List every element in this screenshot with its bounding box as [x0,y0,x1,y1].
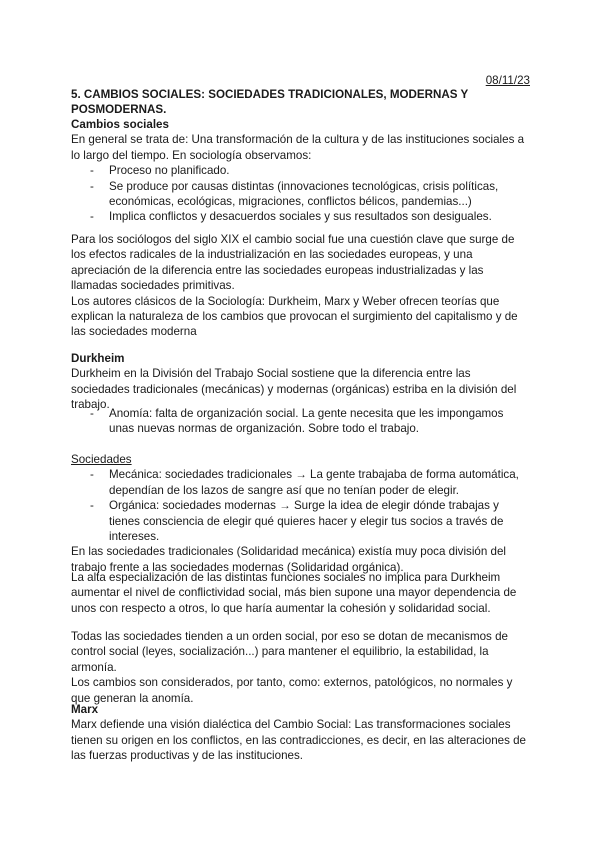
section-marx [71,702,531,764]
paragraph: Marx defiende una visión dialéctica del Cambio Social: Las transformaciones sociales tienen su origen en los conflictos, en las contradicciones, es decir, en las alteraciones de las fuerzas productivas y de las instituciones. [71,718,526,763]
paragraph-block [71,629,531,706]
paragraph: Los autores clásicos de la Sociología: Durkheim, Marx y Weber ofrecen teorías que explican la naturaleza de los cambios que provocan el surgimiento del capitalismo y de las sociedades moderna [71,294,518,339]
sociedades-block [71,452,531,575]
paragraph-block [71,232,531,340]
paragraph: La alta especialización de las distintas funciones sociales no implica para Durkheim aumentar el nivel de conflictividad social, más bien supone una mayor dependencia de unos con respecto a otros, lo que haría aumentar la cohesión y solidaridad social. [71,571,517,615]
paragraph-block [71,570,531,616]
date: 08/11/23 [485,74,530,87]
page-title: 5. CAMBIOS SOCIALES: SOCIEDADES TRADICIONALES, MODERNAS Y POSMODERNAS. [71,88,469,116]
section-cambios-sociales [71,117,531,225]
subsection-heading: Sociedades [71,453,132,466]
section-heading: Marx [71,703,99,716]
section-heading: Durkheim [71,352,125,365]
bullet-list [71,163,531,225]
paragraph: En las sociedades tradicionales (Solidaridad mecánica) existía muy poca división del trabajo frente a las sociedades modernas (Solidaridad orgánica). [71,545,506,574]
section-heading: Cambios sociales [71,118,169,131]
list-item: - Implica conflictos y desacuerdos sociales y sus resultados son desiguales. [71,209,531,224]
paragraph: Durkheim en la División del Trabajo Social sostiene que la diferencia entre las sociedades tradicionales (mecánicas) y modernas (orgánicas) estriba en la división del trabajo. [71,367,517,412]
list-item: - Mecánica: sociedades tradicionales → La gente trabajaba de forma automática, dependían de los lazos de sangre así que no tenían poder de elegir. [71,467,531,498]
bullet-list [71,467,531,544]
paragraph: Para los sociólogos del siglo XIX el cambio social fue una cuestión clave que surge de los efectos radicales de la industrialización en las sociedades europeas, y una apreciación de la diferencia entre las sociedades europeas industrializadas y las llamadas sociedades primitivas. [71,233,515,293]
paragraph: Los cambios son considerados, por tanto, como: externos, patológicos, no normales y que generan la anomía. [71,676,513,705]
section-durkheim [71,351,531,413]
paragraph: Todas las sociedades tienden a un orden social, por eso se dotan de mecanismos de control social (leyes, socialización...) para mantener el equilibrio, la estabilidad, la armonía. [71,630,508,674]
anomia-block [71,406,531,437]
list-item: - Anomía: falta de organización social. La gente necesita que les impongamos unas nuevas normas de organización. Sobre todo el trabajo. [71,406,531,437]
bullet-list [71,406,531,437]
list-item: - Proceso no planificado. [71,163,531,178]
list-item: - Orgánica: sociedades modernas → Surge la idea de elegir dónde trabajas y tienes consciencia de elegir qué quieres hacer y elegir tus socios a través de intereses. [71,498,531,544]
list-item: - Se produce por causas distintas (innovaciones tecnológicas, crisis políticas, económicas, ecológicas, migraciones, conflictos bélicos, pandemias...) [71,179,531,210]
paragraph: En general se trata de: Una transformación de la cultura y de las instituciones sociales a lo largo del tiempo. En sociología observamos: [71,133,525,162]
